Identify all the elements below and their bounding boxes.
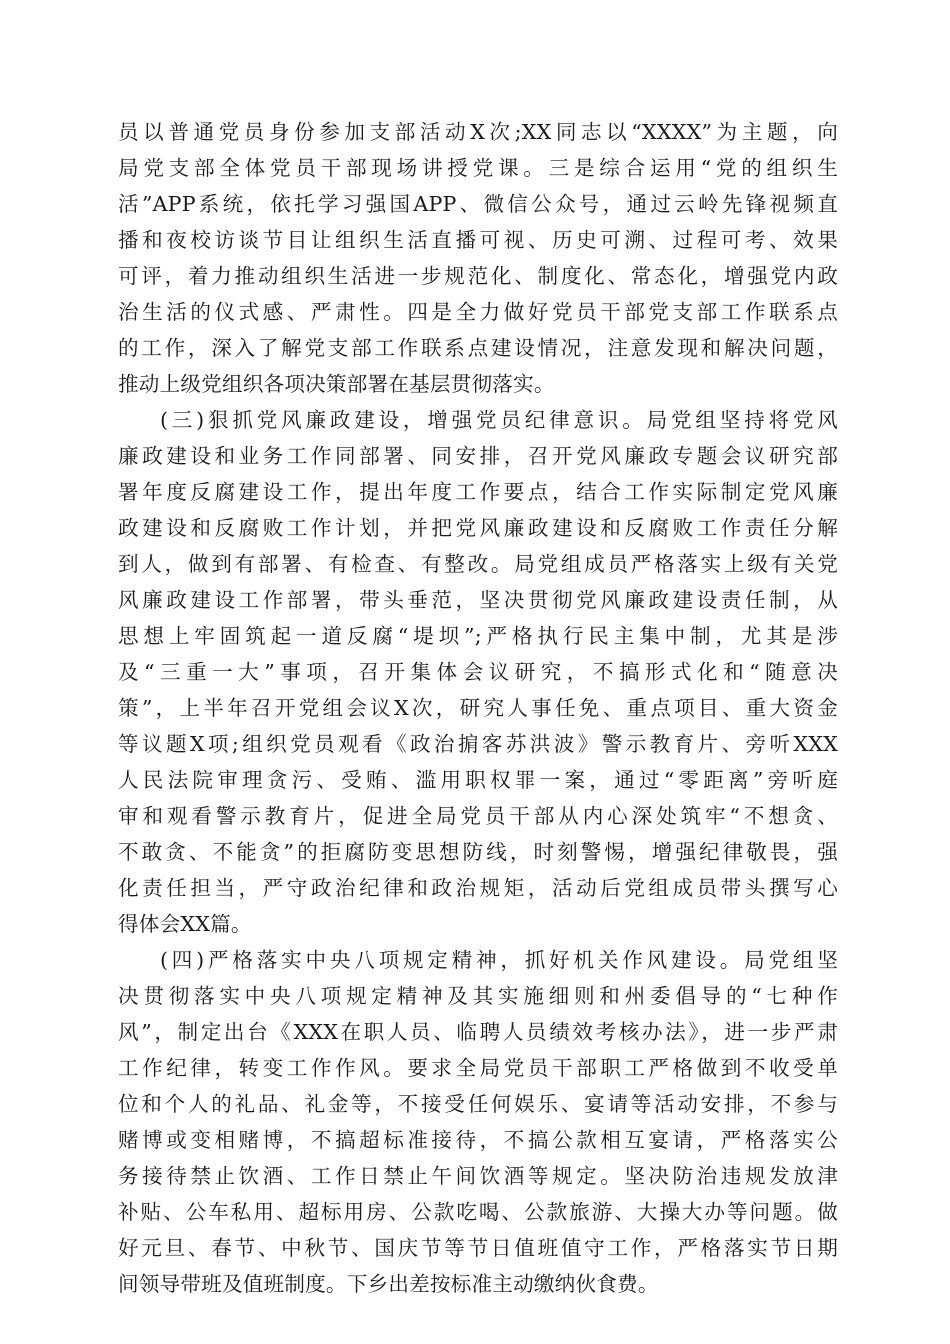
text-line: 员以普通党员身份参加支部活动X次;XX同志以“XXXX”为主题，向 [118,120,838,144]
text-line: 得体会XX篇。 [118,912,252,936]
paragraph-heading-line: (三)狠抓党风廉政建设，增强党员纪律意识。局党组坚持将党风 [160,408,838,432]
text-line: 活”APP系统，依托学习强国APP、微信公众号，通过云岭先锋视频直 [118,192,838,216]
text-line: 赌博或变相赌博，不搞超标准接待，不搞公款相互宴请，严格落实公 [118,1128,838,1152]
text-line: 可评，着力推动组织生活进一步规范化、制度化、常态化，增强党内政 [118,264,838,288]
text-line: 政建设和反腐败工作计划，并把党风廉政建设和反腐败工作责任分解 [118,516,838,540]
text-line: 策”，上半年召开党组会议X次，研究人事任免、重点项目、重大资金 [118,696,838,720]
text-line: 到人，做到有部署、有检查、有整改。局党组成员严格落实上级有关党 [118,552,838,576]
text-line: 化责任担当，严守政治纪律和政治规矩，活动后党组成员带头撰写心 [118,876,838,900]
text-line: 间领导带班及值班制度。下乡出差按标准主动缴纳伙食费。 [118,1272,659,1296]
document-body [118,114,838,1302]
text-line: 人民法院审理贪污、受贿、滥用职权罪一案，通过“零距离”旁听庭 [118,768,838,792]
text-line: 局党支部全体党员干部现场讲授党课。三是综合运用“党的组织生 [118,156,838,180]
text-line: 廉政建设和业务工作同部署、同安排，召开党风廉政专题会议研究部 [118,444,838,468]
text-line: 治生活的仪式感、严肃性。四是全力做好党员干部党支部工作联系点 [118,300,838,324]
text-line: 好元旦、春节、中秋节、国庆节等节日值班值守工作，严格落实节日期 [118,1236,838,1260]
text-line: 位和个人的礼品、礼金等，不接受任何娱乐、宴请等活动安排，不参与 [118,1092,838,1116]
text-line: 决贯彻落实中央八项规定精神及其实施细则和州委倡导的“七种作 [118,984,838,1008]
text-line: 思想上牢固筑起一道反腐“堤坝”;严格执行民主集中制，尤其是涉 [118,624,838,648]
text-line: 审和观看警示教育片，促进全局党员干部从内心深处筑牢“不想贪、 [118,804,838,828]
paragraph-heading-line: (四)严格落实中央八项规定精神，抓好机关作风建设。局党组坚 [160,948,838,972]
text-line: 的工作，深入了解党支部工作联系点建设情况，注意发现和解决问题， [118,336,838,360]
text-line: 风廉政建设工作部署，带头垂范，坚决贯彻党风廉政建设责任制，从 [118,588,838,612]
text-line: 补贴、公车私用、超标用房、公款吃喝、公款旅游、大操大办等问题。做 [118,1200,838,1224]
text-line: 工作纪律，转变工作作风。要求全局党员干部职工严格做到不收受单 [118,1056,838,1080]
text-line: 署年度反腐建设工作，提出年度工作要点，结合工作实际制定党风廉 [118,480,838,504]
text-line: 等议题X项;组织党员观看《政治掮客苏洪波》警示教育片、旁听XXX [118,732,838,756]
text-line: 务接待禁止饮酒、工作日禁止午间饮酒等规定。坚决防治违规发放津 [118,1164,838,1188]
text-line: 风”，制定出台《XXX在职人员、临聘人员绩效考核办法》，进一步严肃 [118,1020,838,1044]
text-line: 推动上级党组织各项决策部署在基层贯彻落实。 [118,372,555,396]
text-line: 及“三重一大”事项，召开集体会议研究，不搞形式化和“随意决 [118,660,838,684]
text-line: 播和夜校访谈节目让组织生活直播可视、历史可溯、过程可考、效果 [118,228,838,252]
text-line: 不敢贪、不能贪”的拒腐防变思想防线，时刻警惕，增强纪律敬畏，强 [118,840,838,864]
